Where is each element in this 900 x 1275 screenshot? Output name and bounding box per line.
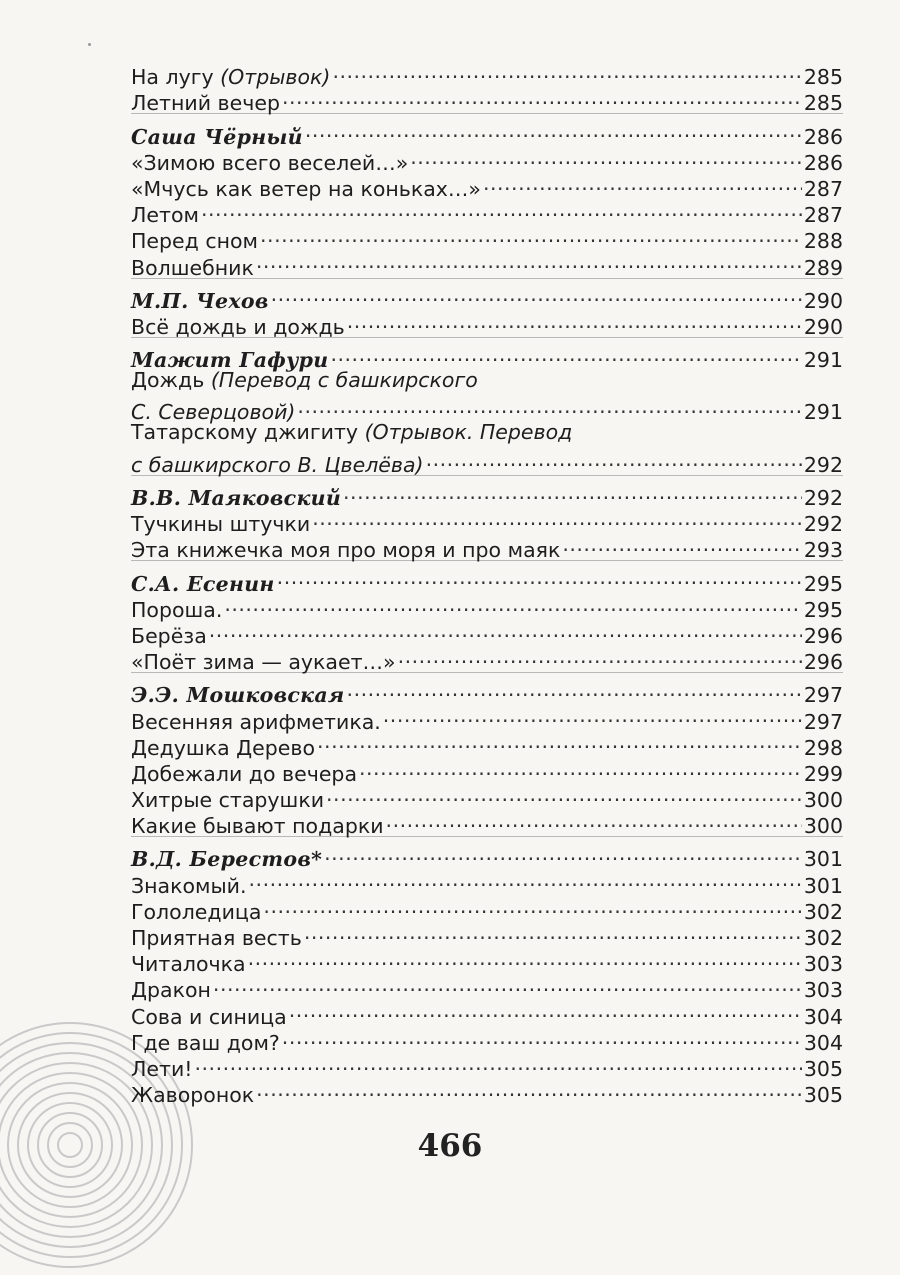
toc-author-heading bbox=[131, 341, 843, 373]
toc-entry bbox=[131, 419, 843, 477]
toc-page-number: 286 bbox=[803, 150, 843, 175]
title-text: Жаворонок bbox=[131, 1083, 255, 1108]
dot-leader bbox=[383, 702, 802, 728]
toc-entry-title bbox=[131, 873, 249, 899]
dot-leader bbox=[304, 919, 802, 945]
author-name bbox=[131, 682, 347, 708]
dot-leader bbox=[260, 222, 802, 248]
title-text: «Мчусь как ветер на коньках…» bbox=[131, 176, 481, 201]
dot-leader bbox=[359, 755, 802, 781]
print-speck bbox=[88, 43, 91, 46]
title-text: Э.Э. Мошковская bbox=[131, 683, 345, 708]
toc-page-number: 302 bbox=[803, 926, 843, 950]
toc-entry-title bbox=[131, 255, 256, 281]
toc-page-number: 305 bbox=[803, 1056, 843, 1081]
dot-leader bbox=[249, 866, 802, 892]
toc-page-number: 303 bbox=[803, 978, 843, 1003]
toc-entry-title bbox=[131, 314, 347, 340]
toc-page-number: 298 bbox=[803, 735, 843, 760]
toc-page-number: 285 bbox=[803, 91, 843, 116]
title-note: (Отрывок) bbox=[220, 65, 331, 90]
toc-entry-title-line1 bbox=[131, 419, 843, 445]
dot-leader bbox=[343, 479, 802, 505]
toc-author-heading bbox=[131, 676, 843, 708]
toc-page-number: 302 bbox=[803, 899, 843, 924]
toc-entry bbox=[131, 58, 843, 90]
dot-leader bbox=[426, 446, 802, 472]
title-text: Эта книжечка моя про моря и про маяк bbox=[131, 538, 561, 563]
toc-author-heading bbox=[131, 840, 843, 872]
title-text: В.Д. Берестов* bbox=[131, 847, 323, 872]
toc-page-number: 303 bbox=[803, 952, 843, 977]
title-text: Какие бывают подарки bbox=[131, 814, 384, 839]
toc-page-number: 289 bbox=[803, 255, 843, 280]
toc-entry-title bbox=[131, 761, 359, 787]
dot-leader bbox=[347, 676, 802, 702]
toc-entry-title bbox=[131, 1082, 256, 1108]
toc-page-number: 297 bbox=[803, 683, 843, 708]
title-text: Дракон bbox=[131, 978, 211, 1003]
dot-leader bbox=[263, 893, 801, 919]
title-text: Летний вечер bbox=[131, 91, 280, 116]
toc-entry-title bbox=[131, 90, 282, 116]
toc-page-number: 288 bbox=[803, 229, 843, 254]
author-name bbox=[131, 485, 343, 511]
toc-entry-title bbox=[131, 202, 201, 228]
title-text: Хитрые старушки bbox=[131, 788, 325, 813]
toc-entry-title: Татарскому джигиту bbox=[131, 420, 365, 445]
toc-entry-subtitle: (Перевод с башкирского bbox=[210, 368, 478, 393]
dot-leader bbox=[562, 531, 802, 557]
title-text: В.В. Маяковский bbox=[131, 486, 342, 510]
title-text: М.П. Чехов bbox=[131, 288, 269, 313]
toc-page-number: 297 bbox=[803, 709, 843, 734]
toc-page-number: 304 bbox=[803, 1030, 843, 1055]
dot-leader bbox=[317, 729, 802, 755]
toc-page-number: 285 bbox=[803, 65, 843, 90]
title-text: «Зимою всего веселей…» bbox=[131, 150, 409, 175]
toc-author-heading bbox=[131, 479, 843, 510]
author-name bbox=[131, 124, 305, 150]
dot-leader bbox=[282, 1024, 802, 1050]
toc-entry-title bbox=[131, 787, 326, 813]
toc-entry-title-line1 bbox=[131, 367, 843, 393]
toc-entry bbox=[131, 643, 843, 675]
toc-page-number: 301 bbox=[803, 847, 843, 872]
toc-entry-subtitle-cont: С. Северцовой) bbox=[131, 400, 296, 425]
toc-entry-title bbox=[131, 623, 209, 649]
toc-page-number: 305 bbox=[803, 1083, 843, 1108]
dot-leader bbox=[398, 643, 802, 669]
title-text: Мажит Гафури bbox=[131, 348, 329, 373]
title-text: Добежали до вечера bbox=[131, 761, 358, 786]
author-name bbox=[131, 288, 271, 314]
title-text: Всё дождь и дождь bbox=[131, 314, 345, 339]
toc-entry bbox=[131, 997, 843, 1029]
toc-page-number: 292 bbox=[803, 486, 843, 510]
title-text: Приятная весть bbox=[131, 926, 302, 950]
dot-leader bbox=[297, 393, 801, 419]
toc-entry bbox=[131, 222, 843, 254]
dot-leader bbox=[331, 341, 802, 367]
toc-page-number: 286 bbox=[803, 124, 843, 149]
title-text: Саша Чёрный bbox=[131, 124, 303, 149]
dot-leader bbox=[326, 781, 802, 807]
title-text: Читалочка bbox=[131, 952, 246, 977]
toc-page-number: 287 bbox=[803, 203, 843, 228]
dot-leader bbox=[256, 1076, 802, 1102]
title-text: Сова и синица bbox=[131, 1004, 287, 1029]
toc-entry bbox=[131, 1050, 843, 1081]
dot-leader bbox=[201, 196, 802, 222]
toc-entry-title bbox=[131, 228, 260, 254]
toc-entry bbox=[131, 617, 843, 648]
table-of-contents bbox=[131, 58, 843, 1108]
title-text: Дедушка Дерево bbox=[131, 735, 316, 760]
toc-author-heading bbox=[131, 564, 843, 596]
toc-entry-title bbox=[131, 649, 398, 675]
dot-leader bbox=[305, 117, 802, 143]
title-text: Пороша. bbox=[131, 597, 223, 622]
title-text: Тучкины штучки bbox=[131, 512, 311, 537]
toc-entry-title bbox=[131, 735, 317, 761]
toc-page-number: 292 bbox=[803, 452, 843, 477]
title-text: Волшебник bbox=[131, 255, 254, 280]
toc-author-heading bbox=[131, 282, 843, 313]
toc-entry bbox=[131, 196, 843, 228]
dot-leader bbox=[195, 1050, 802, 1076]
toc-entry bbox=[131, 591, 843, 622]
dot-leader bbox=[224, 591, 802, 617]
title-text: Берёза bbox=[131, 623, 207, 648]
toc-entry-title bbox=[131, 813, 386, 839]
toc-page-number: 287 bbox=[803, 176, 843, 201]
title-text: Знакомый. bbox=[131, 873, 247, 898]
dot-leader bbox=[483, 170, 802, 196]
title-text: Где ваш дом? bbox=[131, 1030, 280, 1055]
toc-page-number: 300 bbox=[803, 814, 843, 839]
dot-leader bbox=[248, 945, 802, 971]
page-number: 466 bbox=[417, 1128, 483, 1164]
title-text: Весенняя арифметика. bbox=[131, 709, 381, 734]
dot-leader bbox=[256, 248, 802, 274]
toc-entry-line2 bbox=[131, 446, 843, 477]
toc-page-number: 290 bbox=[803, 288, 843, 313]
title-text: С.А. Есенин bbox=[131, 571, 275, 596]
title-text: Летом bbox=[131, 203, 199, 228]
toc-page-number: 295 bbox=[803, 571, 843, 596]
toc-page-number: 293 bbox=[803, 538, 843, 563]
toc-entry-title bbox=[131, 511, 312, 537]
toc-page-number: 301 bbox=[803, 873, 843, 898]
toc-entry bbox=[131, 971, 843, 1003]
toc-entry bbox=[131, 367, 843, 425]
dot-leader bbox=[332, 58, 801, 84]
toc-entry-title bbox=[131, 899, 263, 925]
toc-entry-title: Дождь bbox=[131, 368, 211, 393]
dot-leader bbox=[289, 997, 802, 1023]
dot-leader bbox=[324, 840, 802, 866]
title-text: «Поёт зима — аукает…» bbox=[131, 650, 396, 675]
toc-page-number: 296 bbox=[803, 650, 843, 675]
toc-entry-line2 bbox=[131, 393, 843, 425]
dot-leader bbox=[277, 564, 802, 590]
dot-leader bbox=[271, 282, 802, 308]
dot-leader bbox=[209, 617, 802, 643]
toc-entry bbox=[131, 1076, 843, 1108]
toc-page-number: 291 bbox=[803, 348, 843, 373]
toc-entry-title bbox=[131, 977, 213, 1003]
title-text: Лети! bbox=[131, 1056, 193, 1081]
toc-page-number: 292 bbox=[803, 512, 843, 537]
toc-page-number: 304 bbox=[803, 1004, 843, 1029]
toc-page-number: 291 bbox=[803, 400, 843, 425]
toc-page-number: 290 bbox=[803, 314, 843, 339]
toc-page-number: 296 bbox=[803, 623, 843, 648]
toc-entry-subtitle: (Отрывок. Перевод bbox=[364, 420, 573, 445]
dot-leader bbox=[347, 308, 802, 334]
toc-entry-title bbox=[131, 150, 410, 176]
dot-leader bbox=[312, 505, 802, 531]
dot-leader bbox=[410, 144, 802, 170]
toc-entry-title bbox=[131, 537, 562, 563]
dot-leader bbox=[282, 84, 802, 110]
toc-entry-title bbox=[131, 1056, 195, 1082]
toc-entry-subtitle-cont: с башкирского В. Цвелёва) bbox=[131, 452, 424, 477]
title-text: Перед сном bbox=[131, 229, 259, 254]
toc-author-heading bbox=[131, 117, 843, 149]
title-text: На лугу bbox=[131, 65, 221, 90]
title-text: Гололедица bbox=[131, 899, 262, 924]
dot-leader bbox=[213, 971, 802, 997]
toc-page-number: 299 bbox=[803, 761, 843, 786]
toc-entry-title bbox=[131, 1004, 289, 1030]
toc-page-number: 300 bbox=[803, 788, 843, 813]
dot-leader bbox=[386, 807, 802, 833]
toc-page-number: 295 bbox=[803, 597, 843, 622]
